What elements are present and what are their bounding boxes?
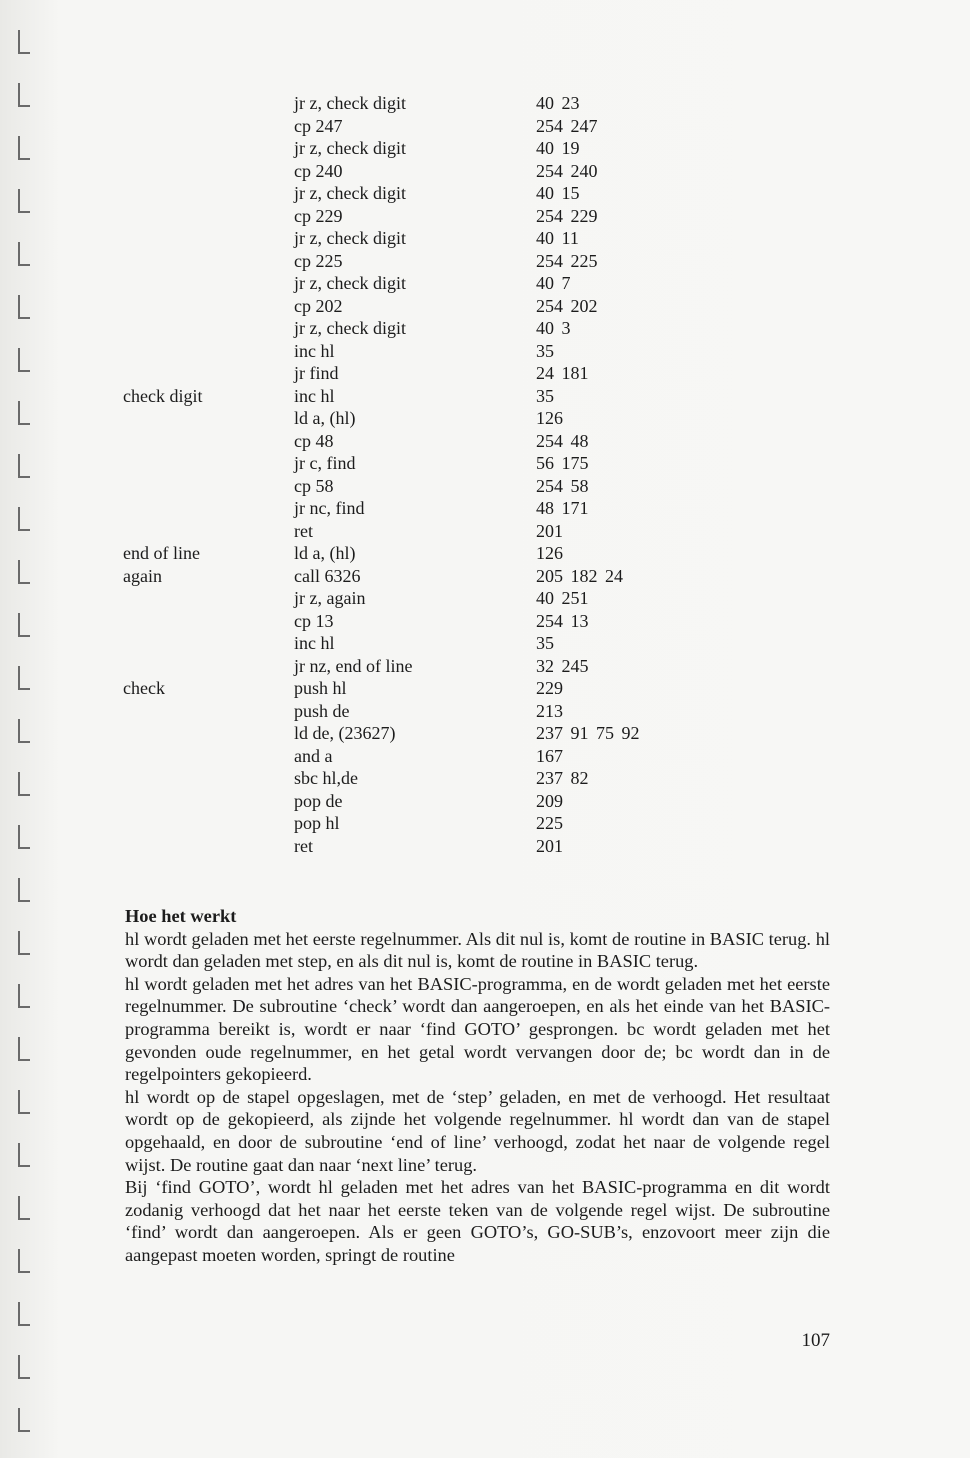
listing-instruction: cp 247 xyxy=(294,115,343,136)
listing-bytes: 229 xyxy=(536,678,563,698)
listing-instruction: ret xyxy=(294,520,313,541)
listing-instruction: cp 58 xyxy=(294,475,334,496)
listing-row xyxy=(123,700,843,723)
binding-ring xyxy=(18,613,30,637)
listing-instruction: inc hl xyxy=(294,340,335,361)
binding-ring xyxy=(18,136,30,160)
listing-row xyxy=(123,92,843,115)
binding-ring xyxy=(18,83,30,107)
listing-row xyxy=(123,677,843,700)
listing-instruction: cp 13 xyxy=(294,610,334,631)
listing-row xyxy=(123,542,843,565)
listing-bytes: 254 58 xyxy=(536,475,589,496)
listing-instruction: sbc hl,de xyxy=(294,768,358,788)
listing-instruction: cp 202 xyxy=(294,295,343,316)
listing-row xyxy=(123,452,843,475)
binding-ring xyxy=(18,401,30,425)
listing-instruction: ld a, (hl) xyxy=(294,408,356,428)
listing-row xyxy=(123,340,843,363)
listing-bytes: 40 11 xyxy=(536,228,579,248)
listing-instruction: call 6326 xyxy=(294,565,361,586)
listing-row xyxy=(123,272,843,295)
listing-row xyxy=(123,655,843,678)
listing-bytes: 126 xyxy=(536,408,563,428)
binding-ring xyxy=(18,1302,30,1326)
listing-bytes: 254 202 xyxy=(536,295,598,316)
listing-instruction: push hl xyxy=(294,678,347,698)
listing-bytes: 209 xyxy=(536,790,563,811)
listing-row xyxy=(123,182,843,205)
binding-ring xyxy=(18,295,30,319)
listing-instruction: cp 225 xyxy=(294,250,343,271)
listing-bytes: 254 247 xyxy=(536,115,598,136)
listing-row xyxy=(123,430,843,453)
binding-ring xyxy=(18,878,30,902)
listing-instruction: ld de, (23627) xyxy=(294,723,396,743)
listing-instruction: cp 229 xyxy=(294,205,343,226)
listing-label: check digit xyxy=(123,385,203,406)
listing-label: end of line xyxy=(123,543,200,563)
paragraph: hl wordt op de stapel opgeslagen, met de ‘step’ geladen, en met de verhoogd. Het resultaat wordt op de gekopieerd, als zijnde het volgende regelnummer. hl wordt dan van de stapel opgehaald, en door de subroutine ‘end of line’ verhoogd, zodat het naar de volgende regel wijst. De routine gaat dan naar ‘next line’ terug. xyxy=(125,1086,830,1175)
listing-row xyxy=(123,812,843,835)
listing-bytes: 35 xyxy=(536,340,554,361)
listing-row xyxy=(123,227,843,250)
listing-bytes: 225 xyxy=(536,813,563,833)
listing-instruction: jr find xyxy=(294,363,339,383)
listing-row xyxy=(123,565,843,588)
listing-row xyxy=(123,205,843,228)
listing-bytes: 201 xyxy=(536,835,563,856)
listing-bytes: 32 245 xyxy=(536,655,589,676)
listing-bytes: 254 48 xyxy=(536,430,589,451)
listing-instruction: pop hl xyxy=(294,813,340,833)
binding-ring xyxy=(18,719,30,743)
binding-ring xyxy=(18,189,30,213)
listing-instruction: cp 240 xyxy=(294,160,343,181)
listing-bytes: 56 175 xyxy=(536,453,589,473)
listing-row xyxy=(123,475,843,498)
binding-ring xyxy=(18,1249,30,1273)
listing-bytes: 40 3 xyxy=(536,318,571,338)
listing-bytes: 24 181 xyxy=(536,363,589,383)
spiral-binding xyxy=(0,0,40,1458)
listing-bytes: 254 225 xyxy=(536,250,598,271)
listing-row xyxy=(123,767,843,790)
listing-bytes: 205 182 24 xyxy=(536,565,623,586)
section-heading: Hoe het werkt xyxy=(125,906,237,926)
listing-row xyxy=(123,295,843,318)
binding-ring xyxy=(18,560,30,584)
binding-ring xyxy=(18,1408,30,1432)
listing-bytes: 126 xyxy=(536,543,563,563)
listing-row xyxy=(123,610,843,633)
listing-bytes: 40 19 xyxy=(536,138,580,158)
listing-bytes: 35 xyxy=(536,633,554,653)
listing-instruction: pop de xyxy=(294,790,343,811)
listing-instruction: ret xyxy=(294,835,313,856)
listing-row xyxy=(123,835,843,858)
listing-bytes: 40 23 xyxy=(536,93,580,113)
listing-instruction: jr nz, end of line xyxy=(294,655,413,676)
listing-row xyxy=(123,632,843,655)
listing-instruction: push de xyxy=(294,700,350,721)
explanation-section xyxy=(125,905,830,1267)
listing-bytes: 40 15 xyxy=(536,183,580,203)
listing-instruction: inc hl xyxy=(294,633,335,653)
listing-row xyxy=(123,317,843,340)
binding-ring xyxy=(18,507,30,531)
binding-ring xyxy=(18,825,30,849)
listing-bytes: 48 171 xyxy=(536,498,589,518)
listing-row xyxy=(123,587,843,610)
listing-instruction: jr z, check digit xyxy=(294,138,406,158)
listing-bytes: 237 82 xyxy=(536,768,589,788)
listing-instruction: jr z, again xyxy=(294,588,366,608)
listing-instruction: jr z, check digit xyxy=(294,183,406,203)
listing-instruction: inc hl xyxy=(294,385,335,406)
listing-instruction: jr z, check digit xyxy=(294,93,406,113)
listing-bytes: 167 xyxy=(536,745,563,766)
listing-instruction: cp 48 xyxy=(294,430,334,451)
binding-ring xyxy=(18,454,30,478)
listing-label: again xyxy=(123,565,162,586)
binding-ring xyxy=(18,931,30,955)
listing-bytes: 201 xyxy=(536,520,563,541)
binding-ring xyxy=(18,1355,30,1379)
listing-row xyxy=(123,722,843,745)
listing-row xyxy=(123,745,843,768)
listing-row xyxy=(123,362,843,385)
listing-instruction: jr z, check digit xyxy=(294,228,406,248)
binding-ring xyxy=(18,1090,30,1114)
assembly-listing xyxy=(123,92,843,857)
paragraph: Bij ‘find GOTO’, wordt hl geladen met het adres van het BASIC-programma en dit wordt zodanig verhoogd dat het naar het eerste teken van de volgende regel wijst. De subroutine ‘find’ wordt dan aangeroepen. Als er geen GOTO’s, GO-SUB’s, enzovoort meer zijn die aangepast moeten worden, springt de routine xyxy=(125,1177,830,1265)
binding-ring xyxy=(18,772,30,796)
listing-row xyxy=(123,520,843,543)
listing-bytes: 254 229 xyxy=(536,205,598,226)
listing-bytes: 213 xyxy=(536,700,563,721)
listing-row xyxy=(123,250,843,273)
listing-row xyxy=(123,160,843,183)
listing-instruction: jr z, check digit xyxy=(294,273,406,293)
listing-bytes: 35 xyxy=(536,385,554,406)
listing-row xyxy=(123,385,843,408)
listing-row xyxy=(123,137,843,160)
listing-bytes: 40 7 xyxy=(536,273,571,293)
binding-ring xyxy=(18,1143,30,1167)
listing-row xyxy=(123,407,843,430)
listing-instruction: jr z, check digit xyxy=(294,318,406,338)
listing-instruction: jr c, find xyxy=(294,453,356,473)
binding-ring xyxy=(18,666,30,690)
listing-row xyxy=(123,497,843,520)
binding-ring xyxy=(18,984,30,1008)
listing-row xyxy=(123,790,843,813)
listing-bytes: 237 91 75 92 xyxy=(536,723,640,743)
listing-instruction: jr nc, find xyxy=(294,498,365,518)
listing-row xyxy=(123,115,843,138)
binding-ring xyxy=(18,1196,30,1220)
listing-instruction: and a xyxy=(294,745,333,766)
listing-bytes: 254 13 xyxy=(536,610,589,631)
page-number: 107 xyxy=(801,1330,830,1351)
listing-label: check xyxy=(123,678,165,698)
listing-instruction: ld a, (hl) xyxy=(294,543,356,563)
listing-bytes: 40 251 xyxy=(536,588,589,608)
paragraph: hl wordt geladen met het eerste regelnummer. Als dit nul is, komt de routine in BASIC terug. hl wordt dan geladen met step, en als dit nul is, komt de routine in BASIC terug. xyxy=(125,928,830,972)
binding-ring xyxy=(18,242,30,266)
binding-ring xyxy=(18,1037,30,1061)
listing-bytes: 254 240 xyxy=(536,160,598,181)
binding-ring xyxy=(18,348,30,372)
paragraph: hl wordt geladen met het adres van het BASIC-programma, en de wordt geladen met het eerste regelnummer. De subroutine ‘check’ wordt dan aangeroepen, en als het einde van het BASIC-programma bereikt is, wordt er naar ‘find GOTO’ gesprongen. bc wordt geladen met het gevonden oude regelnummer, en het getal wordt vervangen door de; bc wordt dan in de regelpointers gekopieerd. xyxy=(125,973,830,1085)
binding-ring xyxy=(18,30,30,54)
